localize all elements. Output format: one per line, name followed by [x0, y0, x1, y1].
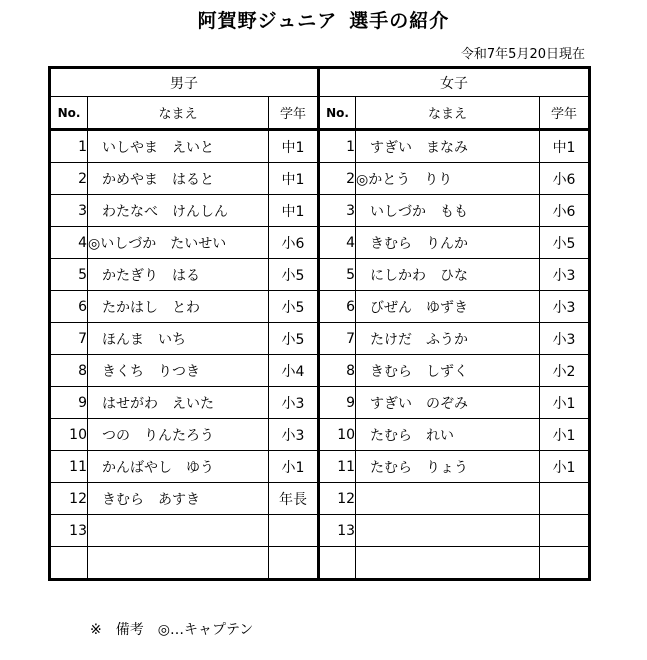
girl-grade: 小3	[540, 259, 590, 291]
girl-name: たけだ ふうか	[356, 323, 540, 355]
boys-header: 男子	[50, 68, 319, 97]
boy-name: はせがわ えいた	[88, 387, 269, 419]
boy-number: 13	[50, 515, 88, 547]
boy-name: つの りんたろう	[88, 419, 269, 451]
boy-grade: 中1	[269, 195, 319, 227]
girl-grade	[540, 515, 590, 547]
girl-grade: 中1	[540, 130, 590, 163]
boy-grade: 小3	[269, 387, 319, 419]
girls-col-no: No.	[319, 97, 356, 130]
boy-name	[88, 547, 269, 580]
boy-grade: 小5	[269, 291, 319, 323]
boy-grade: 小3	[269, 419, 319, 451]
boy-number: 12	[50, 483, 88, 515]
girl-name	[356, 515, 540, 547]
table-row	[50, 483, 590, 515]
boy-grade	[269, 515, 319, 547]
table-row	[50, 323, 590, 355]
boy-number: 5	[50, 259, 88, 291]
boy-grade: 中1	[269, 130, 319, 163]
table-row	[50, 547, 590, 580]
table-row	[50, 163, 590, 195]
table-row	[50, 515, 590, 547]
boy-grade: 小5	[269, 323, 319, 355]
boy-number: 7	[50, 323, 88, 355]
boy-number: 10	[50, 419, 88, 451]
boy-grade	[269, 547, 319, 580]
boy-name: かたぎり はる	[88, 259, 269, 291]
girl-name	[356, 483, 540, 515]
girl-number: 3	[319, 195, 356, 227]
boy-number: 8	[50, 355, 88, 387]
boy-number: 4	[50, 227, 88, 259]
title-sub: 選手の紹介	[349, 10, 450, 32]
boy-grade: 中1	[269, 163, 319, 195]
girl-number: 7	[319, 323, 356, 355]
boys-col-name: なまえ	[88, 97, 269, 130]
girl-name: ◎かとう りり	[356, 163, 540, 195]
table-row	[50, 259, 590, 291]
boy-grade: 小4	[269, 355, 319, 387]
roster-table	[48, 66, 591, 581]
table-row	[50, 195, 590, 227]
girl-number: 12	[319, 483, 356, 515]
boys-col-grade: 学年	[269, 97, 319, 130]
page-title	[0, 6, 647, 33]
boy-name: かんばやし ゆう	[88, 451, 269, 483]
boy-name	[88, 515, 269, 547]
boy-name: いしやま えいと	[88, 130, 269, 163]
girl-name: すぎい まなみ	[356, 130, 540, 163]
girl-name: たむら りょう	[356, 451, 540, 483]
girl-grade: 小2	[540, 355, 590, 387]
title-main: 阿賀野ジュニア	[197, 10, 338, 32]
girl-grade: 小1	[540, 451, 590, 483]
girl-grade	[540, 547, 590, 580]
girl-number: 5	[319, 259, 356, 291]
girl-grade: 小6	[540, 163, 590, 195]
boy-name: ◎いしづか たいせい	[88, 227, 269, 259]
boy-number: 9	[50, 387, 88, 419]
girls-header: 女子	[319, 68, 590, 97]
boy-number: 2	[50, 163, 88, 195]
girls-col-name: なまえ	[356, 97, 540, 130]
boy-number: 6	[50, 291, 88, 323]
girl-grade: 小1	[540, 419, 590, 451]
girl-grade: 小3	[540, 323, 590, 355]
table-row	[50, 387, 590, 419]
girl-number: 4	[319, 227, 356, 259]
girl-name	[356, 547, 540, 580]
table-row	[50, 130, 590, 163]
girl-grade: 小1	[540, 387, 590, 419]
girl-name: すぎい のぞみ	[356, 387, 540, 419]
girl-number: 13	[319, 515, 356, 547]
girl-grade: 小6	[540, 195, 590, 227]
table-row	[50, 355, 590, 387]
boys-col-no: No.	[50, 97, 88, 130]
girl-number: 11	[319, 451, 356, 483]
girl-name: いしづか もも	[356, 195, 540, 227]
girl-grade: 小3	[540, 291, 590, 323]
boy-name: きくち りつき	[88, 355, 269, 387]
table-row	[50, 419, 590, 451]
girl-name: にしかわ ひな	[356, 259, 540, 291]
girl-name: きむら しずく	[356, 355, 540, 387]
boy-name: ほんま いち	[88, 323, 269, 355]
girl-number: 8	[319, 355, 356, 387]
boy-name: たかはし とわ	[88, 291, 269, 323]
boy-grade: 小6	[269, 227, 319, 259]
girl-number: 1	[319, 130, 356, 163]
boy-name: きむら あすき	[88, 483, 269, 515]
girl-name: びぜん ゆずき	[356, 291, 540, 323]
girl-number: 9	[319, 387, 356, 419]
as-of-date: 令和7年5月20日現在	[460, 47, 585, 62]
roster-body	[50, 130, 590, 580]
boy-name: わたなべ けんしん	[88, 195, 269, 227]
girl-number: 2	[319, 163, 356, 195]
girl-name: きむら りんか	[356, 227, 540, 259]
table-row	[50, 227, 590, 259]
boy-number: 3	[50, 195, 88, 227]
boy-grade: 小1	[269, 451, 319, 483]
boy-number: 1	[50, 130, 88, 163]
girl-name: たむら れい	[356, 419, 540, 451]
table-row	[50, 291, 590, 323]
girl-grade	[540, 483, 590, 515]
boy-number: 11	[50, 451, 88, 483]
boy-name: かめやま はると	[88, 163, 269, 195]
footnote: ※ 備考 ◎…キャプテン	[90, 622, 254, 638]
boy-number	[50, 547, 88, 580]
girl-number: 6	[319, 291, 356, 323]
boy-grade: 年長	[269, 483, 319, 515]
table-row	[50, 451, 590, 483]
boy-grade: 小5	[269, 259, 319, 291]
girl-number	[319, 547, 356, 580]
girl-grade: 小5	[540, 227, 590, 259]
girl-number: 10	[319, 419, 356, 451]
girls-col-grade: 学年	[540, 97, 590, 130]
